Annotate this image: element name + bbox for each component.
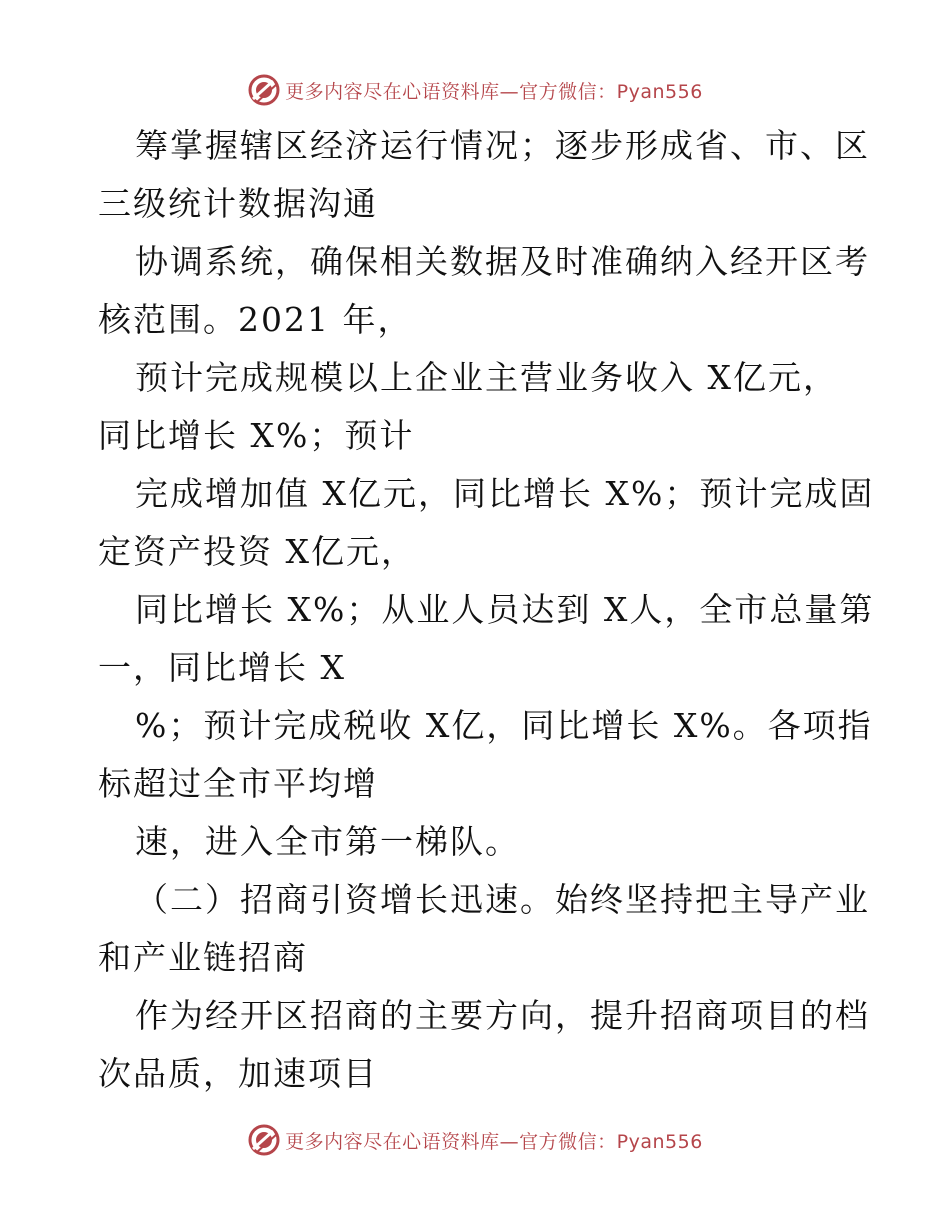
paragraph-line: 定资产投资 X亿元， [98, 532, 416, 571]
paragraph-line: 作为经开区招商的主要方向，提升招商项目的档 [135, 996, 870, 1035]
watermark-text: 更多内容尽在心语资料库—官方微信：Pyan556 [285, 80, 703, 103]
document-body [98, 117, 875, 1103]
footer-watermark [0, 1122, 950, 1158]
paragraph-line: 三级统计数据沟通 [98, 184, 378, 223]
paragraph-line: 标超过全市平均增 [98, 764, 378, 803]
paragraph-line: 预计完成规模以上企业主营业务收入 X亿元， [135, 358, 838, 397]
paragraph-line: 筹掌握辖区经济运行情况；逐步形成省、市、区 [135, 126, 870, 165]
paragraph-line: 核范围。2021 年， [98, 300, 413, 339]
header-watermark [0, 72, 950, 108]
watermark-text: 更多内容尽在心语资料库—官方微信：Pyan556 [285, 1130, 703, 1153]
paragraph-line: 一，同比增长 X [98, 648, 346, 687]
section-heading-line: （二）招商引资增长迅速。始终坚持把主导产业 [135, 880, 870, 919]
paragraph-line: %；预计完成税收 X亿，同比增长 X%。各项指 [135, 706, 873, 745]
paragraph-line: 同比增长 X%；从业人员达到 X人，全市总量第 [135, 590, 875, 629]
seal-logo-icon [247, 73, 281, 107]
paragraph-line: 次品质，加速项目 [98, 1054, 378, 1093]
paragraph-line: 同比增长 X%；预计 [98, 416, 415, 455]
paragraph-line: 速，进入全市第一梯队。 [135, 822, 520, 861]
paragraph-line: 和产业链招商 [98, 938, 308, 977]
paragraph-line: 协调系统，确保相关数据及时准确纳入经开区考 [135, 242, 870, 281]
seal-logo-icon [247, 1123, 281, 1157]
paragraph-line: 完成增加值 X亿元，同比增长 X%；预计完成固 [135, 474, 875, 513]
